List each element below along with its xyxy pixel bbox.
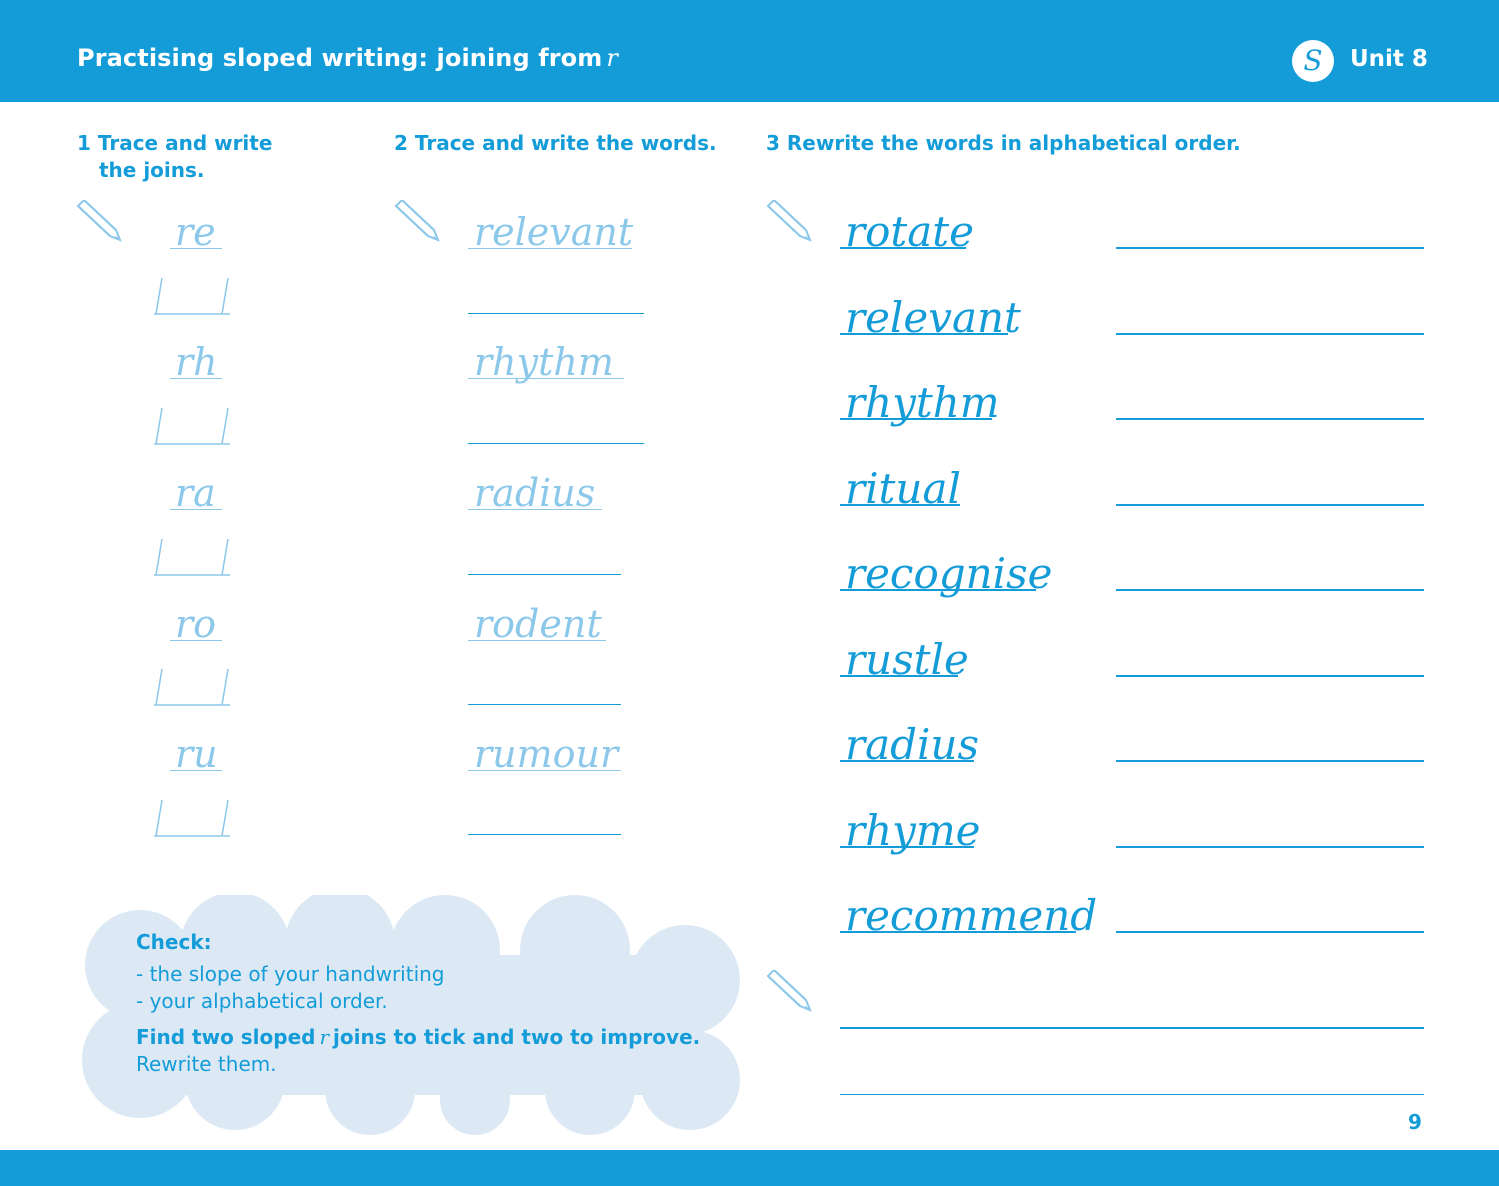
join-trace-re: re bbox=[175, 210, 216, 254]
page-title: Practising sloped writing: joining from r bbox=[77, 44, 618, 72]
check-find-instruction: Find two sloped r joins to tick and two to improve. bbox=[136, 1025, 701, 1049]
rewrite-line-1[interactable] bbox=[840, 1027, 1424, 1029]
model-baseline bbox=[840, 931, 1076, 933]
model-word-rhythm: rhythm bbox=[845, 378, 1000, 427]
title-letter: r bbox=[606, 44, 618, 72]
answer-line-3[interactable] bbox=[1116, 418, 1424, 420]
sloped-badge: S bbox=[1292, 40, 1334, 82]
trace-baseline bbox=[468, 640, 606, 641]
rewrite-line-2[interactable] bbox=[840, 1094, 1424, 1095]
join-writing-slot[interactable] bbox=[152, 796, 232, 838]
trace-baseline bbox=[170, 378, 222, 379]
answer-line-4[interactable] bbox=[1116, 504, 1424, 506]
trace-baseline bbox=[170, 640, 222, 641]
join-writing-slot[interactable] bbox=[152, 535, 232, 577]
check-rewrite: Rewrite them. bbox=[136, 1052, 277, 1076]
section3-instruction: 3 Rewrite the words in alphabetical order. bbox=[766, 131, 1241, 155]
word-trace-rodent: rodent bbox=[474, 602, 602, 646]
word-trace-rumour: rumour bbox=[474, 732, 619, 776]
model-baseline bbox=[840, 247, 966, 249]
pencil-icon bbox=[764, 970, 812, 1012]
pencil-icon bbox=[74, 200, 122, 242]
word-writing-line[interactable] bbox=[468, 443, 644, 444]
join-trace-ra: ra bbox=[175, 471, 216, 515]
check-item-slope: - the slope of your handwriting bbox=[136, 962, 445, 986]
word-trace-rhythm: rhythm bbox=[474, 340, 614, 384]
word-trace-relevant: relevant bbox=[474, 210, 634, 254]
model-baseline bbox=[840, 504, 960, 506]
footer-bar bbox=[0, 1150, 1499, 1186]
header-bar bbox=[0, 0, 1499, 102]
model-baseline bbox=[840, 675, 958, 677]
model-baseline bbox=[840, 333, 1008, 335]
join-trace-ru: ru bbox=[175, 732, 218, 776]
check-title: Check: bbox=[136, 930, 212, 954]
model-word-rustle: rustle bbox=[845, 635, 969, 684]
model-word-radius: radius bbox=[845, 720, 980, 769]
answer-line-8[interactable] bbox=[1116, 846, 1424, 848]
join-writing-slot[interactable] bbox=[152, 665, 232, 707]
trace-baseline bbox=[170, 770, 222, 771]
model-word-relevant: relevant bbox=[845, 293, 1021, 342]
trace-baseline bbox=[468, 509, 602, 510]
join-trace-ro: ro bbox=[175, 602, 217, 646]
model-word-rotate: rotate bbox=[845, 207, 975, 256]
model-word-recommend: recommend bbox=[845, 891, 1098, 940]
answer-line-1[interactable] bbox=[1116, 247, 1424, 249]
answer-line-6[interactable] bbox=[1116, 675, 1424, 677]
answer-line-5[interactable] bbox=[1116, 589, 1424, 591]
trace-baseline bbox=[468, 378, 624, 379]
word-trace-radius: radius bbox=[474, 471, 596, 515]
trace-baseline bbox=[170, 248, 222, 249]
word-writing-line[interactable] bbox=[468, 704, 621, 705]
model-baseline bbox=[840, 589, 1036, 591]
model-word-ritual: ritual bbox=[845, 464, 961, 513]
pencil-icon bbox=[764, 200, 812, 242]
page-number: 9 bbox=[1408, 1110, 1422, 1134]
answer-line-7[interactable] bbox=[1116, 760, 1424, 762]
join-writing-slot[interactable] bbox=[152, 404, 232, 446]
trace-baseline bbox=[468, 770, 621, 771]
word-writing-line[interactable] bbox=[468, 313, 644, 314]
section1-instruction: 1 Trace and write the joins. bbox=[77, 131, 273, 182]
join-writing-slot[interactable] bbox=[152, 274, 232, 316]
pencil-icon bbox=[392, 200, 440, 242]
model-baseline bbox=[840, 846, 974, 848]
word-writing-line[interactable] bbox=[468, 574, 621, 575]
answer-line-9[interactable] bbox=[1116, 931, 1424, 933]
model-baseline bbox=[840, 760, 974, 762]
word-writing-line[interactable] bbox=[468, 834, 621, 835]
join-trace-rh: rh bbox=[175, 340, 218, 384]
trace-baseline bbox=[170, 509, 222, 510]
answer-line-2[interactable] bbox=[1116, 333, 1424, 335]
model-baseline bbox=[840, 418, 992, 420]
trace-baseline bbox=[468, 248, 632, 249]
unit-label: Unit 8 bbox=[1350, 46, 1428, 72]
model-word-recognise: recognise bbox=[845, 549, 1053, 598]
model-word-rhyme: rhyme bbox=[845, 806, 981, 855]
section2-instruction: 2 Trace and write the words. bbox=[394, 131, 717, 155]
check-item-order: - your alphabetical order. bbox=[136, 989, 388, 1013]
